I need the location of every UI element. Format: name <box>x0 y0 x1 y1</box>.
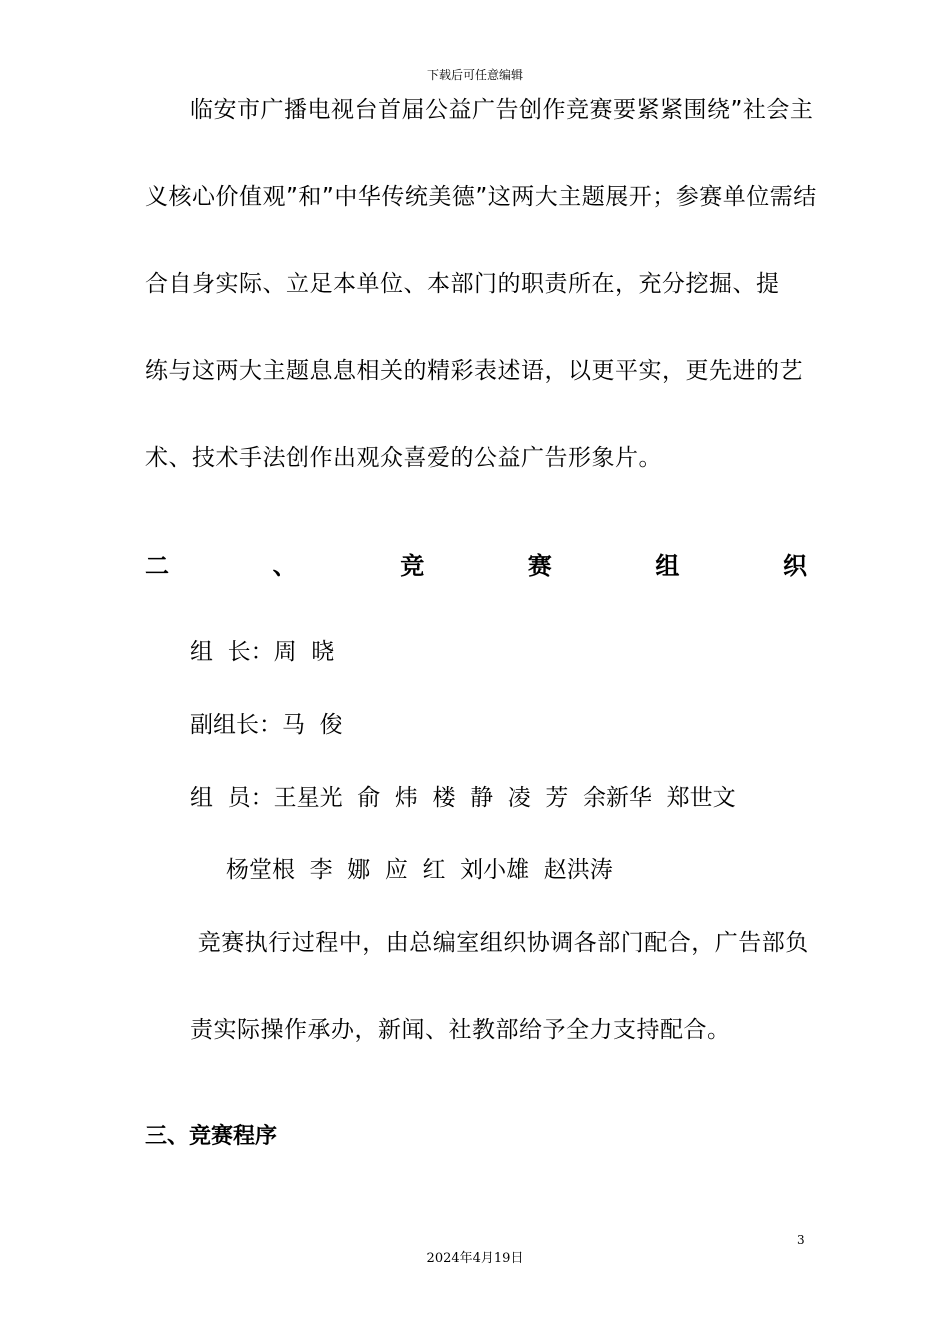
members-line-continued: 杨堂根 李 娜 应 红 刘小雄 赵洪涛 <box>226 857 613 883</box>
section-heading-competition-procedure: 三、竞赛程序 <box>145 1124 278 1149</box>
heading-char: 竞 <box>400 552 425 580</box>
leader-line: 组 长：周 晓 <box>190 639 335 665</box>
heading-char: 织 <box>782 552 807 580</box>
deputy-leader-line: 副组长：马 俊 <box>190 712 343 738</box>
paragraph-line: 义核心价值观”和”中华传统美德”这两大主题展开；参赛单位需结 <box>145 184 817 210</box>
heading-char: 组 <box>655 552 680 580</box>
section-heading-competition-organization <box>145 550 807 582</box>
paragraph-line: 合自身实际、立足本单位、本部门的职责所在，充分挖掘、提 <box>145 271 780 297</box>
paragraph-line: 练与这两大主题息息相关的精彩表述语，以更平实，更先进的艺 <box>145 358 803 384</box>
heading-char: 二 <box>145 552 169 580</box>
execution-paragraph-line: 竞赛执行过程中，由总编室组织协调各部门配合，广告部负 <box>190 930 809 956</box>
paragraph-line: 术、技术手法创作出观众喜爱的公益广告形象片。 <box>145 445 662 471</box>
heading-char: 、 <box>272 552 297 580</box>
paragraph-line: 临安市广播电视台首届公益广告创作竞赛要紧紧围绕”社会主 <box>190 97 814 123</box>
heading-char: 赛 <box>527 552 552 580</box>
footer-date: 2024年4月19日 <box>426 1251 524 1266</box>
page-number: 3 <box>797 1233 805 1247</box>
execution-paragraph-line: 责实际操作承办，新闻、社教部给予全力支持配合。 <box>190 1017 731 1043</box>
members-line: 组 员：王星光 俞 炜 楼 静 凌 芳 余新华 郑世文 <box>190 785 736 811</box>
header-note: 下载后可任意编辑 <box>426 68 523 82</box>
